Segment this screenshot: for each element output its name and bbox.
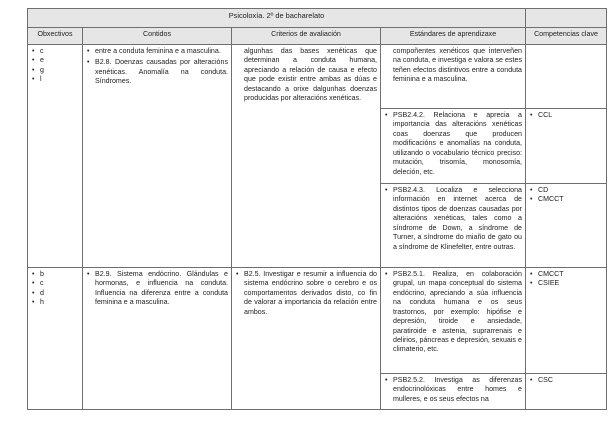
criteria-item: • B2.5. Investigar e resumir a influencia do sistema endócrino sobre o cerebro e os comportamentos derivados disto, co fin de valorar a importancia da relación entre ambos.	[235, 270, 377, 317]
contents-cell	[83, 45, 232, 268]
standard-cell	[381, 109, 526, 184]
table-header-row	[28, 28, 607, 45]
table-title-row	[28, 9, 607, 28]
objective-item: • l	[31, 75, 79, 84]
standard-cell	[381, 374, 526, 410]
objective-item: • h	[31, 298, 79, 307]
competence-item: • CCL	[529, 111, 603, 120]
objective-item: • c	[31, 47, 79, 56]
objectives-list	[31, 270, 79, 308]
criteria-cell	[232, 45, 381, 268]
table-title-blank-cell	[526, 9, 607, 28]
competence-item: • CSIEE	[529, 279, 603, 288]
competences-cell	[526, 268, 607, 374]
table-title: Psicoloxía. 2º de bacharelato	[28, 9, 526, 28]
standard-item: • PSB2.4.3. Localiza e selecciona información en internet acerca de distintos tipos de doenzas causadas por alteracións xenéticas, tales como a síndrome de Down, a síndrome de Turner, a síndrome do miaño de gato ou a síndrome de Klinefelter, entre outras.	[384, 186, 522, 252]
standard-cell	[381, 268, 526, 374]
table-row	[28, 45, 607, 109]
contents-item: • B2.8. Doenzas causadas por alteracións xenéticas. Anomalía na conduta. Síndromes.	[86, 58, 228, 86]
criteria-continuation: algunhas das bases xenéticas que determinan a conduta humana, apreciando a relación de causa e efecto que pode existir entre ambas as dúas e destacando a orixe dalgunhas doenzas producidas por alteracións xenéticas.	[244, 47, 377, 103]
standard-cell	[381, 184, 526, 268]
table-row	[28, 268, 607, 374]
competences-cell	[526, 374, 607, 410]
contents-item: • B2.9. Sistema endócrino. Glándulas e hormonas, e influencia na conduta. Influencia na diferenza entre a conduta feminina e a masculina.	[86, 270, 228, 308]
header-competences: Competencias clave	[526, 28, 607, 45]
standard-cell	[381, 45, 526, 109]
objective-item: • c	[31, 279, 79, 288]
contents-cell	[83, 268, 232, 410]
objectives-list	[31, 47, 79, 85]
objectives-cell	[28, 268, 83, 410]
standard-item: • PSB2.4.2. Relaciona e aprecia a importancia das alteracións xenéticas coas doenzas que producen modificacións e anomalías na conduta, utilizando o vocabulario técnico preciso: mutación, trisomía, monosomía, deleción, etc.	[384, 111, 522, 177]
competence-item: • CMCCT	[529, 195, 603, 204]
objective-item: • e	[31, 56, 79, 65]
header-contents: Contidos	[83, 28, 232, 45]
curriculum-table	[27, 8, 607, 410]
competence-item: • CSC	[529, 376, 603, 385]
criteria-cell	[232, 268, 381, 410]
header-objectives: Obxectivos	[28, 28, 83, 45]
contents-list	[86, 47, 228, 87]
standard-item: • PSB2.5.1. Realiza, en colaboración grupal, un mapa conceptual do sistema endócrino, apreciando a súa influencia na conduta humana e os seus trastornos, por exemplo: hipófise e depresión, tiroide e ansiedade, paratiroide e astenia, suprarrenais e delirios, páncreas e depresión, sexuais e climaterio, etc.	[384, 270, 522, 355]
header-standards: Estándares de aprendizaxe	[381, 28, 526, 45]
competence-item: • CMCCT	[529, 270, 603, 279]
competence-item: • CD	[529, 186, 603, 195]
objective-item: • d	[31, 289, 79, 298]
objective-item: • g	[31, 66, 79, 75]
standard-continuation: compoñentes xenéticos que interveñen na conduta, e investiga e valora se estes teñen efectos distintivos entre a conduta feminina e a masculina.	[393, 47, 522, 84]
contents-continuation: • entre a conduta feminina e a masculina.	[86, 47, 228, 56]
objectives-cell	[28, 45, 83, 268]
competences-cell	[526, 184, 607, 268]
competences-cell	[526, 109, 607, 184]
header-criteria: Criterios de avaliación	[232, 28, 381, 45]
objective-item: • b	[31, 270, 79, 279]
standard-item: • PSB2.5.2. Investiga as diferenzas endocrinolóxicas entre homes e mulleres, e os seus efectos na	[384, 376, 522, 404]
competences-cell	[526, 45, 607, 109]
